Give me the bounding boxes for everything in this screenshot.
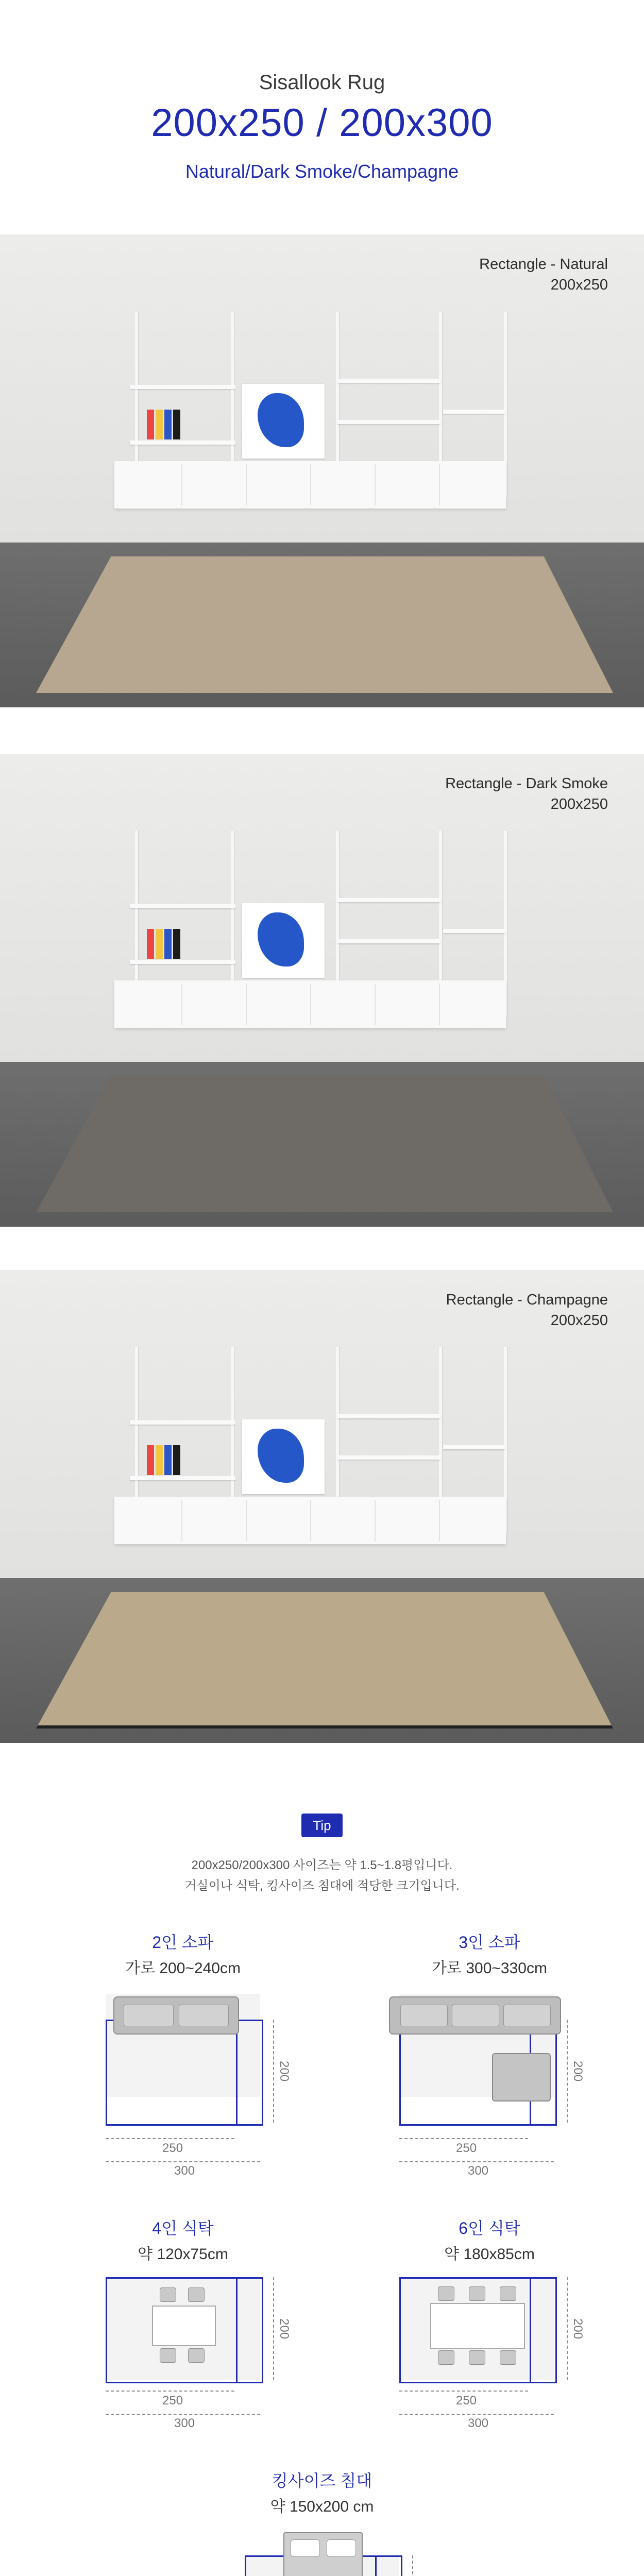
shelf [443, 410, 505, 414]
diagram-title: 3인 소파 [459, 1933, 520, 1952]
shelf [130, 1420, 235, 1425]
diagram-subtitle: 약 180x85cm [444, 2246, 535, 2263]
book [164, 929, 172, 959]
chair [188, 2287, 205, 2302]
diagram-subtitle: 약 120x75cm [138, 2246, 228, 2263]
chair [160, 2287, 176, 2302]
book [147, 1445, 154, 1475]
book [147, 929, 154, 959]
wall-cabinet [114, 461, 506, 509]
scene-champagne [0, 1270, 644, 1743]
shelf [130, 960, 235, 964]
dim-width-large: 300 [468, 2416, 489, 2430]
dim-width-small: 250 [456, 2141, 477, 2155]
dim-height: 200 [571, 2318, 585, 2340]
diagram-title: 킹사이즈 침대 [272, 2471, 372, 2490]
wall-cabinet [114, 980, 506, 1028]
chair [160, 2348, 176, 2363]
book [156, 929, 163, 959]
dim-height: 200 [571, 2061, 585, 2082]
chair [469, 2286, 485, 2301]
chair [188, 2348, 205, 2363]
shelf [337, 939, 440, 943]
art-figure [258, 1429, 304, 1483]
king-bed [283, 2532, 363, 2576]
dim-width-large: 300 [174, 2416, 195, 2430]
product-title: Sisallook Rug [259, 71, 385, 94]
diagram-title: 4인 식탁 [152, 2219, 214, 2238]
shelf [130, 904, 235, 908]
shelf [337, 1455, 440, 1460]
chair [469, 2350, 485, 2365]
chair [500, 2286, 516, 2301]
shelf [337, 420, 440, 424]
scene-natural [0, 234, 644, 707]
diagram-subtitle: 가로 300~330cm [432, 1960, 547, 1977]
art-figure [258, 912, 304, 967]
dim-height: 200 [277, 2318, 291, 2340]
scene-dark-smoke [0, 754, 644, 1227]
pillow [291, 2539, 320, 2557]
art-frame [242, 384, 325, 459]
sofa [113, 1996, 239, 2035]
diagram-title: 6인 식탁 [459, 2219, 520, 2238]
shelf [443, 929, 505, 933]
book [173, 929, 180, 959]
rug-dark-smoke [36, 1076, 613, 1212]
scene-caption-size: 200x250 [550, 796, 608, 812]
dim-width-small: 250 [456, 2394, 477, 2408]
shelf [130, 440, 235, 445]
book [164, 1445, 172, 1475]
art-figure [258, 393, 304, 447]
book [173, 1445, 180, 1475]
chair [438, 2286, 454, 2301]
shelf [443, 1445, 505, 1449]
ottoman [492, 2053, 551, 2102]
scene-caption-name: Rectangle - Champagne [446, 1292, 608, 1308]
tip-badge: Tip [301, 1814, 343, 1837]
scene-caption-name: Rectangle - Dark Smoke [445, 775, 608, 792]
product-sizes: 200x250 / 200x300 [151, 101, 493, 145]
wall-cabinet [114, 1497, 506, 1544]
book [156, 1445, 163, 1475]
dim-width-small: 250 [162, 2394, 183, 2408]
diagram-subtitle: 가로 200~240cm [125, 1960, 241, 1977]
scene-caption-name: Rectangle - Natural [479, 256, 608, 273]
book [173, 410, 180, 439]
diagram-title: 2인 소파 [152, 1933, 214, 1952]
rug-outline-300 [106, 2020, 263, 2126]
dining-table [152, 2306, 216, 2346]
scene-caption-size: 200x250 [550, 1312, 608, 1329]
dim-width-large: 300 [468, 2164, 489, 2178]
shelf [337, 1414, 440, 1418]
chair [500, 2350, 516, 2365]
rug-champagne [36, 1592, 613, 1728]
book [156, 410, 163, 439]
tip-line-2: 거실이나 식탁, 킹사이즈 침대에 적당한 크기입니다. [184, 1879, 460, 1893]
dining-table [430, 2303, 525, 2349]
art-frame [242, 903, 325, 978]
product-colors: Natural/Dark Smoke/Champagne [185, 161, 459, 182]
book [164, 410, 172, 439]
diagram-subtitle: 약 150x200 cm [270, 2498, 374, 2515]
dim-width-large: 300 [174, 2164, 195, 2178]
art-frame [242, 1419, 325, 1494]
tip-line-1: 200x250/200x300 사이즈는 약 1.5~1.8평입니다. [191, 1858, 453, 1872]
pillow [327, 2539, 356, 2557]
dim-height: 200 [277, 2061, 291, 2082]
chair [438, 2350, 454, 2365]
scene-caption-size: 200x250 [550, 277, 608, 293]
rug-natural [36, 556, 613, 693]
shelf [130, 385, 235, 389]
shelf [130, 1476, 235, 1480]
book [147, 410, 154, 439]
sofa [389, 1996, 561, 2035]
dim-width-small: 250 [162, 2141, 183, 2155]
shelf [337, 379, 440, 383]
shelf [337, 898, 440, 902]
